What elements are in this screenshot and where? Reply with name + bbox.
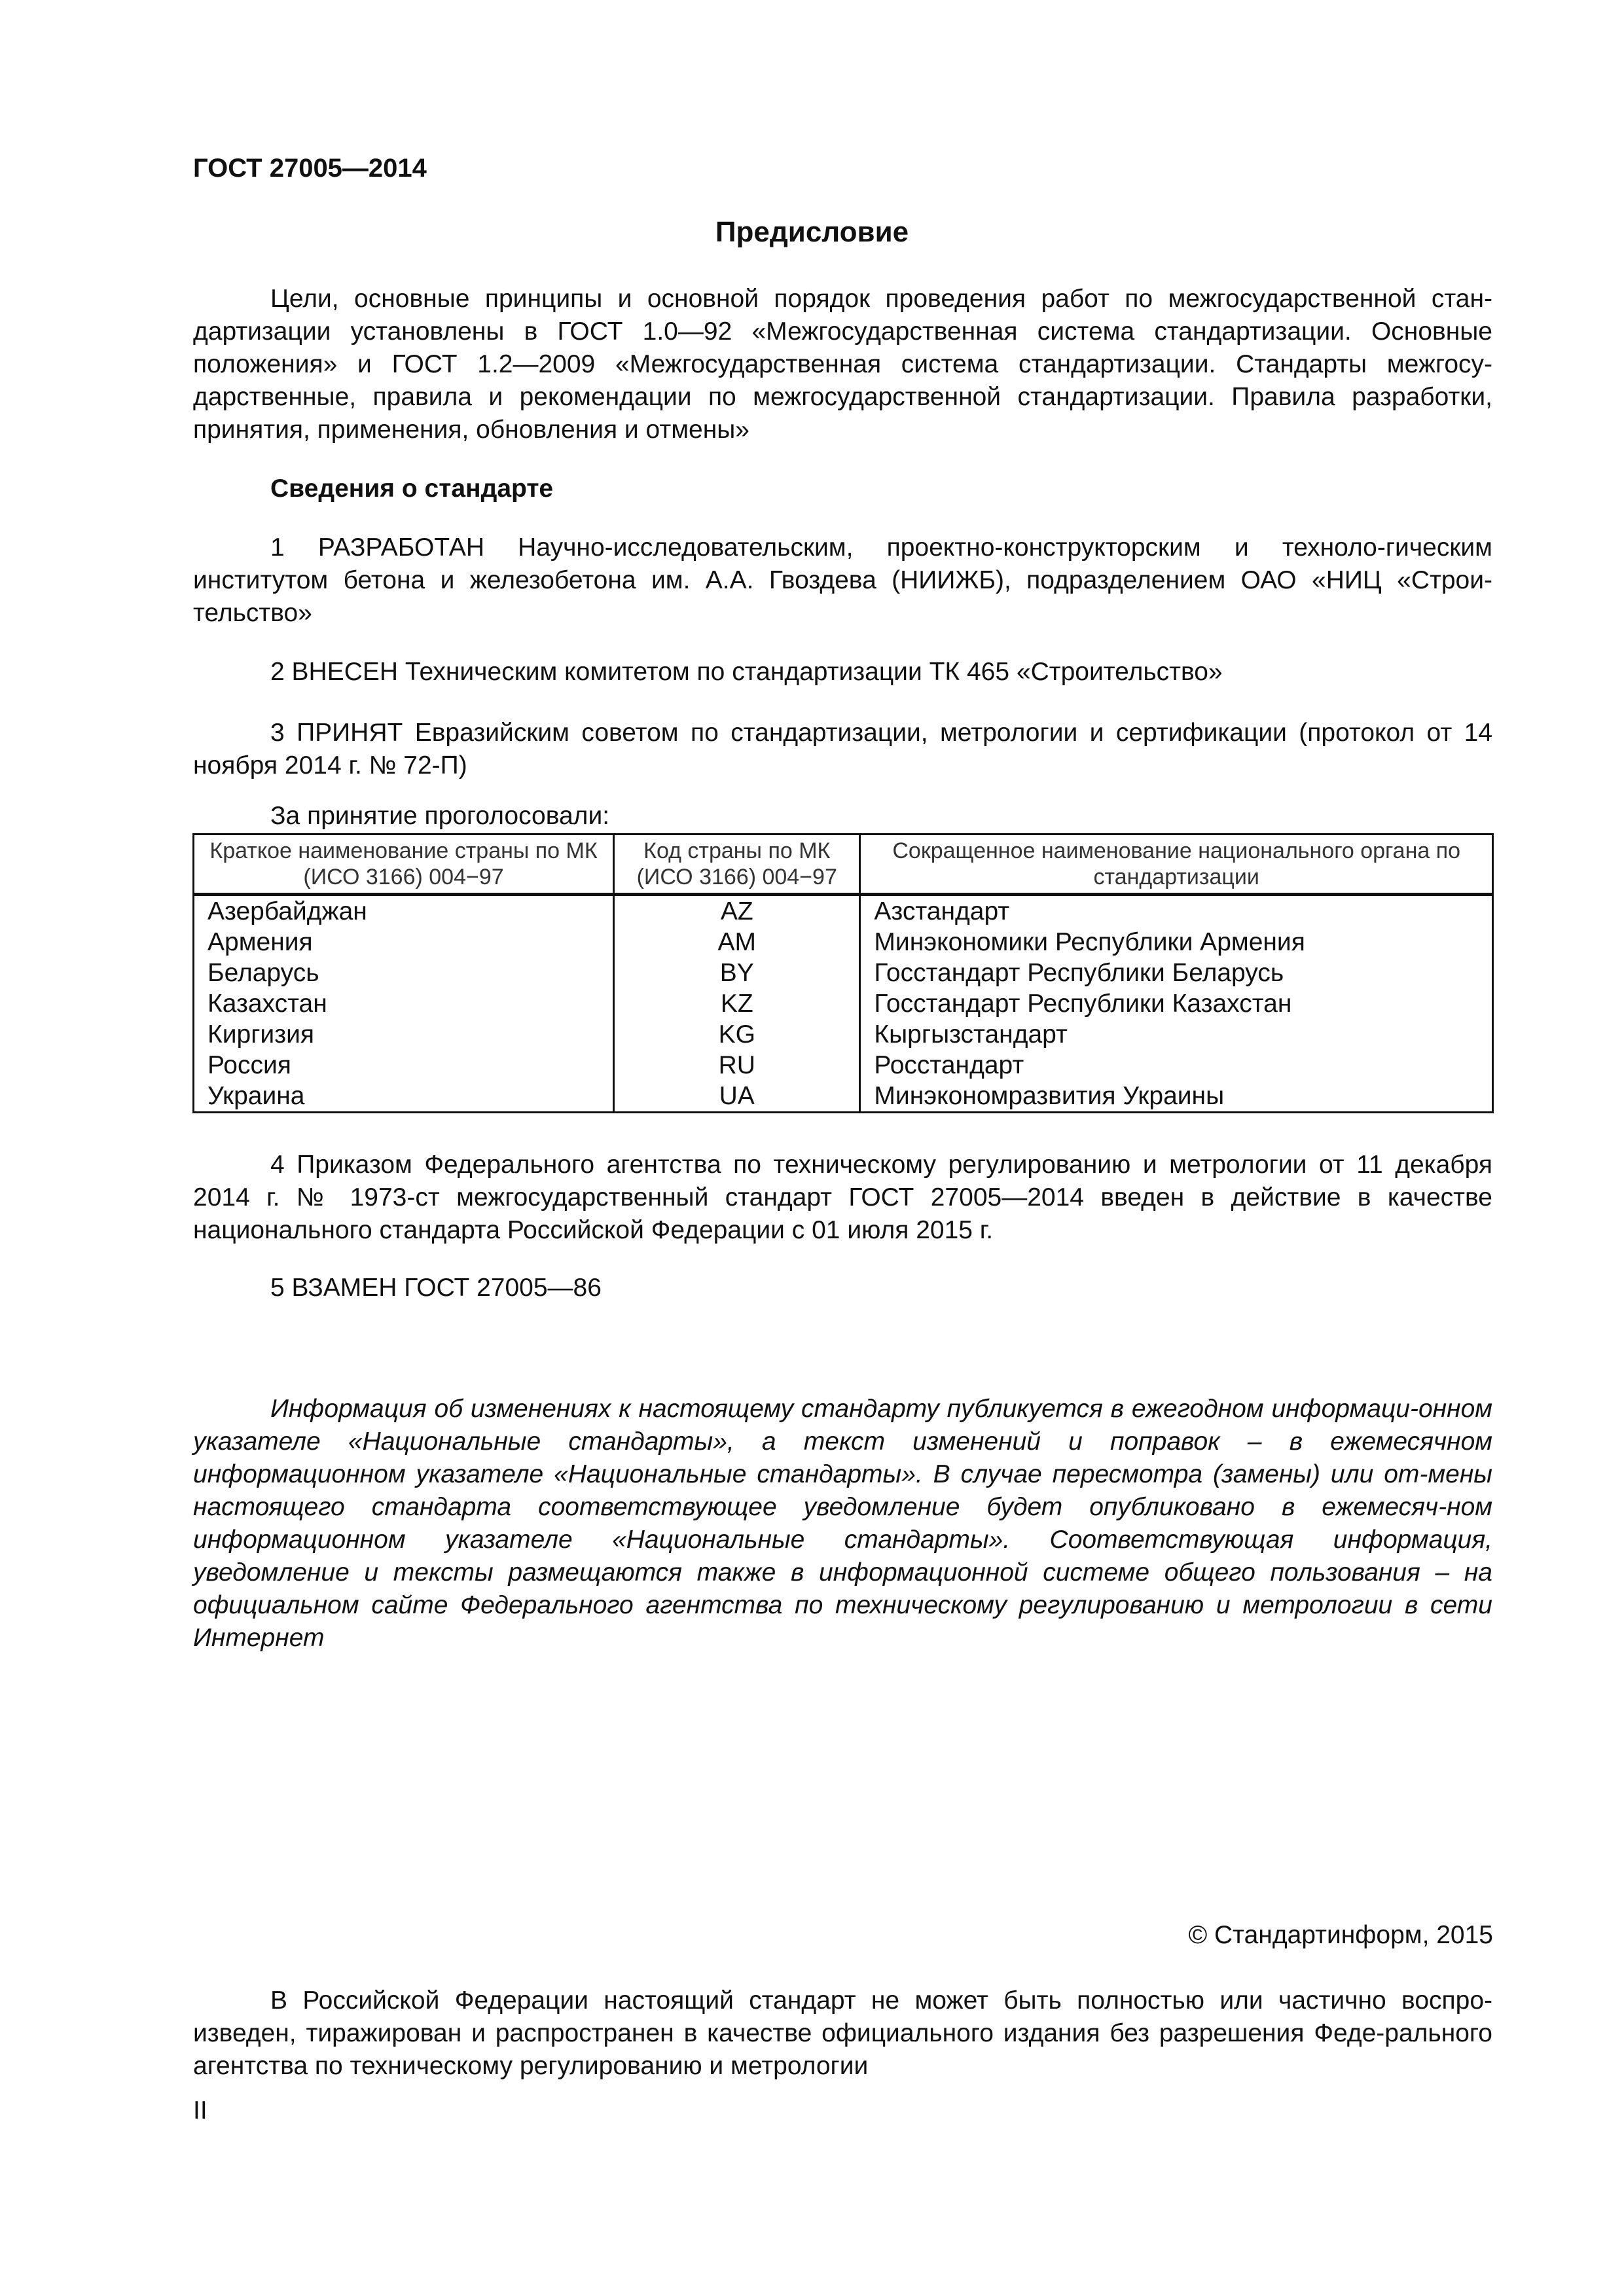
item-order: 4 Приказом Федерального агентства по техническому регулированию и метрологии от 11 декабря 2014 г. № 1973-ст межгосударственный стандарт ГОСТ 27005—2014 введен в действие в качестве национального стандарта Российской Федерации с 01 июля 2015 г. (193, 1151, 1492, 1244)
cell-code: AM (614, 927, 860, 958)
table-row (194, 988, 1493, 1019)
table-row (194, 895, 1493, 927)
cell-country: Россия (194, 1050, 614, 1081)
cell-code: UA (614, 1081, 860, 1113)
cell-body: Росстандарт (860, 1050, 1493, 1081)
page-title: Предисловие (715, 216, 909, 248)
table-row (194, 1050, 1493, 1081)
cell-body: Минэкономразвития Украины (860, 1081, 1493, 1113)
table-row (194, 1081, 1493, 1113)
doc-code: ГОСТ 27005—2014 (193, 154, 427, 183)
info-heading: Сведения о стандарте (270, 475, 554, 503)
cell-code: KG (614, 1019, 860, 1050)
cell-country: Казахстан (194, 988, 614, 1019)
header-country: Краткое наименование страны по МК (ИСО 3166) 004−97 (194, 834, 614, 895)
table-row (194, 927, 1493, 958)
cell-body: Кыргызстандарт (860, 1019, 1493, 1050)
table-row (194, 1019, 1493, 1050)
cell-body: Госстандарт Республики Казахстан (860, 988, 1493, 1019)
cell-country: Киргизия (194, 1019, 614, 1050)
cell-code: AZ (614, 895, 860, 927)
notice-paragraph: Информация об изменениях к настоящему стандарту публикуется в ежегодном информаци-онном указателе «Национальные стандарты», а текст изменений и поправок – в ежемесячном информационном указателе «Национальные стандарты». В случае пересмотра (замены) или от-мены настоящего стандарта соответствующее уведомление будет опубликовано в ежемесяч-ном информационном указателе «Национальные стандарты». Соответствующая информация, уведомление и тексты размещаются также в информационной системе общего пользования – на официальном сайте Федерального агентства по техническому регулированию и метрологии в сети Интернет (193, 1395, 1492, 1652)
copyright: © Стандартинформ, 2015 (1188, 1921, 1493, 1949)
cell-country: Беларусь (194, 958, 614, 988)
intro-paragraph: Цели, основные принципы и основной порядок проведения работ по межгосударственной стан-дартизации установлены в ГОСТ 1.0—92 «Межгосударственная система стандартизации. Основные положения» и ГОСТ 1.2—2009 «Межгосударственная система стандартизации. Стандарты межгосу-дарственные, правила и рекомендации по межгосударственной стандартизации. Правила разработки, принятия, применения, обновления и отмены» (193, 285, 1492, 444)
cell-country: Армения (194, 927, 614, 958)
item-submitted: 2 ВНЕСЕН Техническим комитетом по стандартизации ТК 465 «Строительство» (270, 658, 1223, 686)
table-row (194, 958, 1493, 988)
header-code: Код страны по МК (ИСО 3166) 004−97 (614, 834, 860, 895)
cell-country: Украина (194, 1081, 614, 1113)
cell-body: Госстандарт Республики Беларусь (860, 958, 1493, 988)
vote-table (192, 833, 1494, 1113)
rights-paragraph: В Российской Федерации настоящий стандарт не может быть полностью или частично воспро-изведен, тиражирован и распространен в качестве официального издания без разрешения Феде-рального агентства по техническому регулированию и метрологии (193, 1986, 1492, 2080)
cell-body: Минэкономики Республики Армения (860, 927, 1493, 958)
header-body: Сокращенное наименование национального органа по стандартизации (860, 834, 1493, 895)
item-adopted: 3 ПРИНЯТ Евразийским советом по стандартизации, метрологии и сертификации (протокол от 14 ноября 2014 г. № 72-П) (193, 719, 1492, 780)
voted-label: За принятие проголосовали: (270, 802, 610, 830)
cell-code: BY (614, 958, 860, 988)
cell-code: RU (614, 1050, 860, 1081)
cell-body: Азстандарт (860, 895, 1493, 927)
page-number: II (193, 2096, 208, 2125)
item-developed: 1 РАЗРАБОТАН Научно-исследовательским, проектно-конструкторским и техноло-гическим институтом бетона и железобетона им. А.А. Гвоздева (НИИЖБ), подразделением ОАО «НИЦ «Строи-тельство» (193, 533, 1492, 627)
cell-country: Азербайджан (194, 895, 614, 927)
table-header-row (194, 834, 1493, 895)
cell-code: KZ (614, 988, 860, 1019)
item-replaces: 5 ВЗАМЕН ГОСТ 27005—86 (270, 1274, 602, 1302)
